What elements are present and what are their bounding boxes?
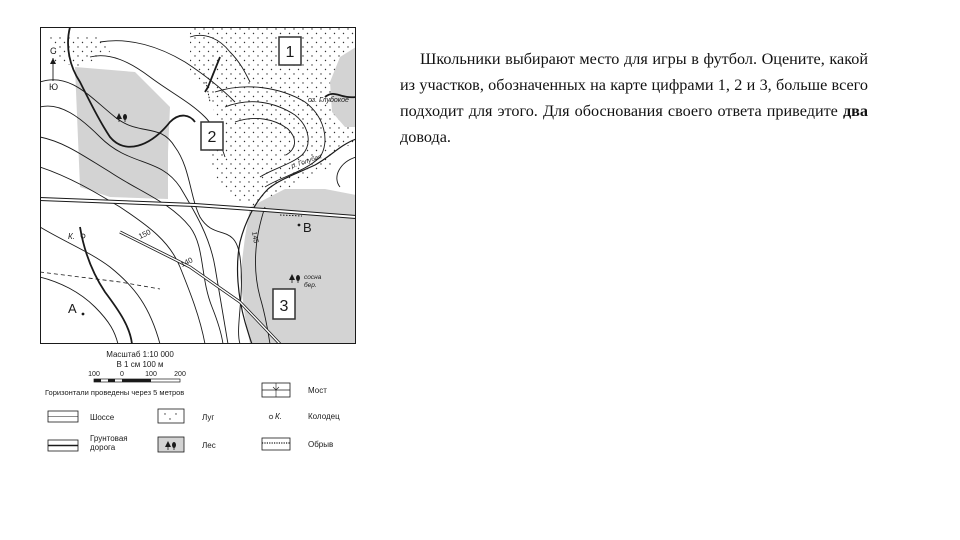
scale-title: Масштаб 1:10 000 <box>106 350 174 359</box>
point-a-label: А <box>68 301 77 316</box>
scale-tick-label: 100 <box>88 371 100 378</box>
south-label: Ю <box>49 82 59 92</box>
topographic-map <box>40 27 356 344</box>
legend-well-symbol: К. <box>275 412 282 421</box>
north-label: С <box>50 46 57 56</box>
well-symbol-icon <box>269 415 273 419</box>
forest-note-pine: сосна <box>304 274 322 281</box>
legend-well-label: Колодец <box>308 412 340 421</box>
lake-label: оз. Глубокое <box>308 97 349 104</box>
point-b-label: В <box>303 220 312 235</box>
river-label: р. Голубая <box>290 153 323 170</box>
contour-label-150: 150 <box>137 227 153 241</box>
contour-label-140: 140 <box>179 255 195 269</box>
scale-tick-labels <box>88 371 186 378</box>
area-3-label: 3 <box>279 298 289 315</box>
map-legend <box>40 346 370 466</box>
legend-meadow-label: Луг <box>202 413 215 422</box>
forest-note-birch: бер. <box>304 282 317 289</box>
legend-bridge-label: Мост <box>308 386 327 395</box>
well-label: К. <box>68 232 75 241</box>
legend-highway-label: Шоссе <box>90 413 115 422</box>
scale-tick-label: 100 <box>145 371 157 378</box>
contour-label-145: 145 <box>250 231 259 244</box>
point-a-marker <box>82 313 85 316</box>
area-2-label: 2 <box>207 129 217 146</box>
task-text-bold: два <box>842 102 868 120</box>
task-text-main: Школьники выбирают место для игры в футбол. Оцените, какой из участков, обозначенных на карте цифрами 1, 2 и 3, больше всего подходит для этого. Для обоснования своего ответа приведите <box>400 50 868 120</box>
point-b-marker <box>298 224 301 227</box>
cliff-symbol <box>262 438 290 450</box>
scale-tick-label: 0 <box>120 371 124 378</box>
scale-tick-label: 200 <box>174 371 186 378</box>
area-1-label: 1 <box>285 44 295 61</box>
legend-forest-label: Лес <box>202 441 216 450</box>
scale-subtitle: В 1 см 100 м <box>116 360 164 369</box>
legend-cliff-label: Обрыв <box>308 440 334 449</box>
meadow-symbol <box>158 409 184 423</box>
task-text <box>400 46 868 150</box>
task-text-end: довода. <box>400 128 451 146</box>
contour-interval-note: Горизонтали проведены через 5 метров <box>45 388 185 397</box>
scale-bar <box>94 379 180 382</box>
task-paragraph <box>400 46 868 150</box>
legend-dirt-road-label: Грунтовая <box>90 434 128 443</box>
legend-dirt-road-label-2: дорога <box>90 443 116 452</box>
forest-symbol <box>158 437 184 452</box>
